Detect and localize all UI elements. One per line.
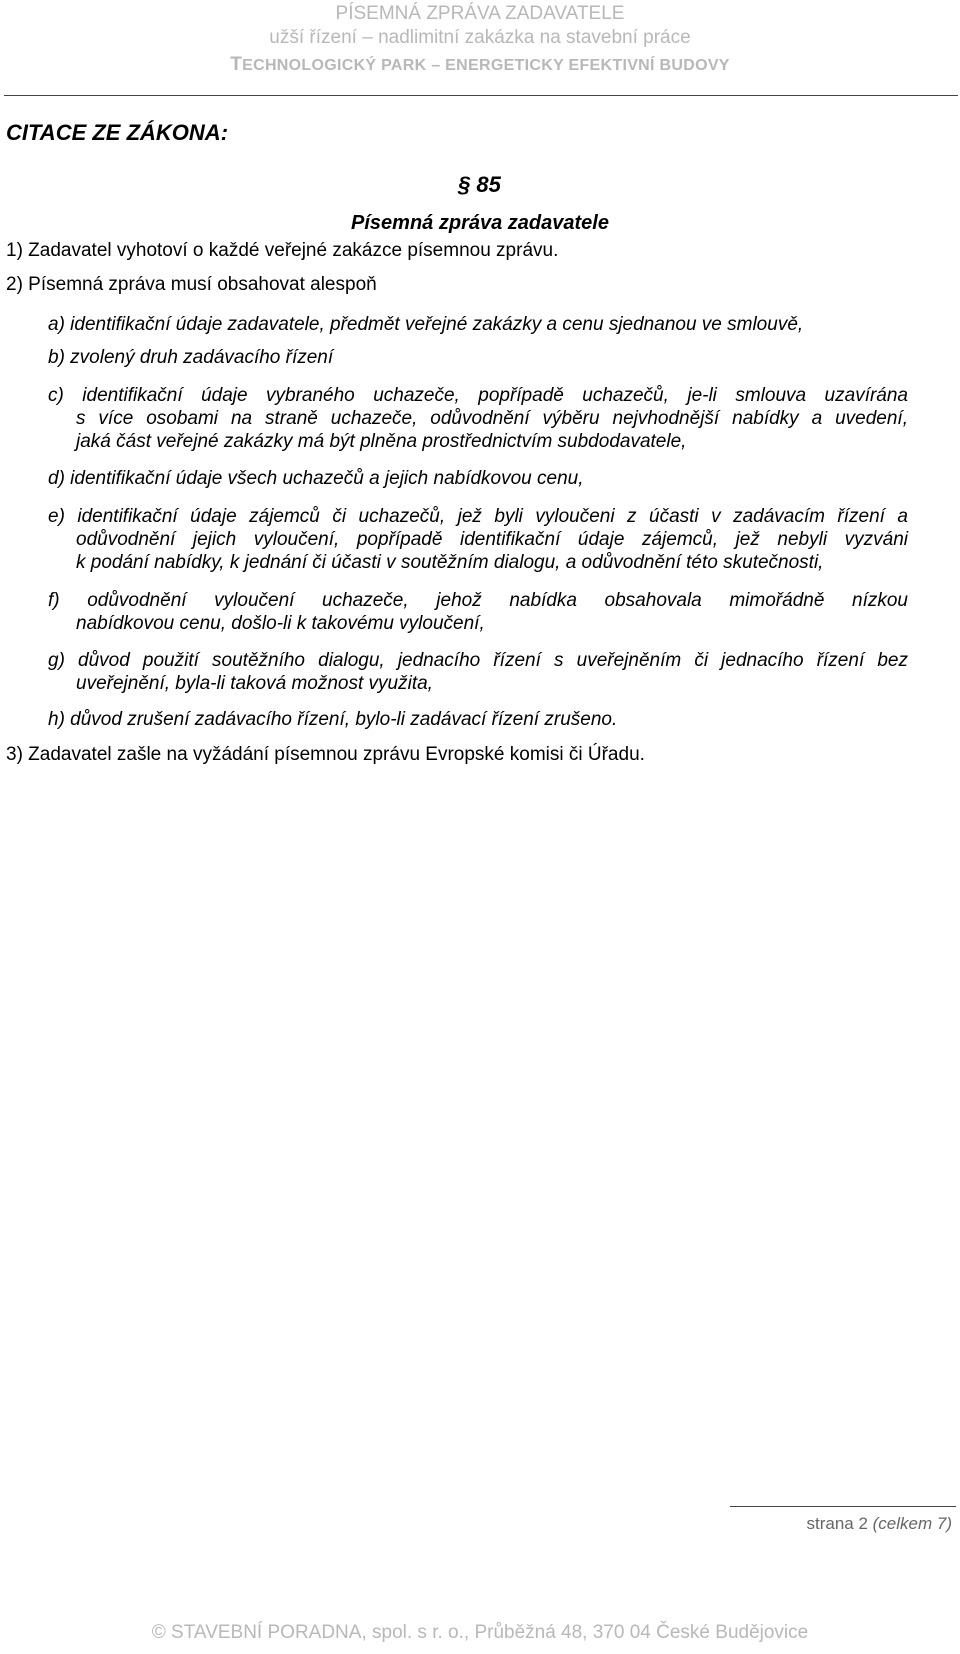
item-c-line2: s více osobami na straně uchazeče, odůvodnění výběru nejvhodnější nabídky a uvedení,	[76, 408, 908, 429]
paragraph-number: § 85	[458, 172, 501, 197]
item-g-line1: g) důvod použití soutěžního dialogu, jednacího řízení s uveřejněním či jednacího řízení bez	[48, 650, 908, 671]
item-a: a) identifikační údaje zadavatele, předmět veřejné zakázky a cenu sjednanou ve smlouvě,	[48, 314, 804, 335]
item-e-line1: e) identifikační údaje zájemců či uchazečů, jež byli vyloučeni z účasti v zadávacím řízení a	[48, 506, 908, 527]
item-e-line3: k podání nabídky, k jednání či účasti v soutěžním dialogu, a odůvodnění této skutečnosti,	[76, 552, 824, 573]
header-title: PÍSEMNÁ ZPRÁVA ZADAVATELE	[335, 3, 625, 24]
item-c-line3: jaká část veřejné zakázky má být plněna prostřednictvím subdodavatele,	[76, 431, 687, 452]
footer-divider	[730, 1506, 956, 1507]
document-header	[0, 2, 960, 81]
page-number-label: strana 2	[806, 1514, 873, 1533]
header-divider	[4, 95, 958, 96]
page-number	[806, 1514, 952, 1534]
item-f-line2: nabídkovou cenu, došlo-li k takovému vyloučení,	[76, 613, 485, 634]
item-c-line1: c) identifikační údaje vybraného uchazeče, popřípadě uchazečů, je-li smlouva uzavírána	[48, 385, 908, 406]
header-project-rest: ECHNOLOGICKÝ PARK – ENERGETICKY EFEKTIVNÍ BUDOVY	[242, 57, 730, 74]
item-1: 1) Zadavatel vyhotoví o každé veřejné zakázce písemnou zprávu.	[6, 240, 559, 261]
item-d: d) identifikační údaje všech uchazečů a jejich nabídkovou cenu,	[48, 468, 584, 489]
item-e-line2: odůvodnění jejich vyloučení, popřípadě identifikační údaje zájemců, jež nebyli vyzváni	[76, 529, 908, 550]
header-project	[0, 50, 960, 81]
page-total: (celkem 7)	[872, 1514, 952, 1533]
item-2: 2) Písemná zpráva musí obsahovat alespoň	[6, 274, 377, 295]
section-heading: CITACE ZE ZÁKONA:	[6, 120, 229, 145]
paragraph-title: Písemná zpráva zadavatele	[351, 212, 609, 234]
item-b: b) zvolený druh zadávacího řízení	[48, 347, 334, 368]
header-procedure: užší řízení – nadlimitní zakázka na stavební práce	[269, 27, 691, 48]
item-3: 3) Zadavatel zašle na vyžádání písemnou zprávu Evropské komisi či Úřadu.	[6, 744, 645, 765]
header-project-initial: T	[230, 54, 243, 75]
item-f-line1: f) odůvodnění vyloučení uchazeče, jehož nabídka obsahovala mimořádně nízkou	[48, 590, 908, 611]
item-h: h) důvod zrušení zadávacího řízení, bylo-li zadávací řízení zrušeno.	[48, 709, 618, 730]
footer-copyright: © STAVEBNÍ PORADNA, spol. s r. o., Průběžná 48, 370 04 České Budějovice	[151, 1622, 809, 1643]
item-g-line2: uveřejnění, byla-li taková možnost využita,	[76, 673, 433, 694]
